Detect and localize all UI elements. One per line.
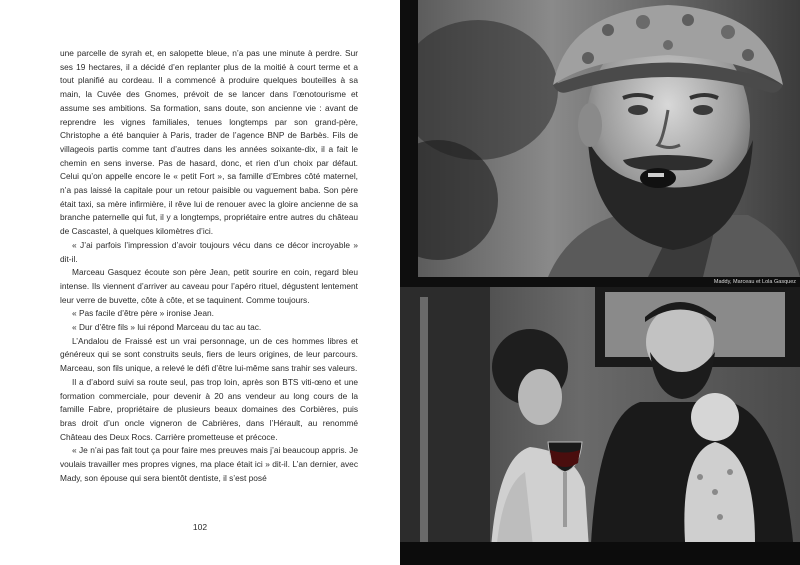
photo-caption: Maddy, Marceau et Lola Gasquez (713, 279, 796, 285)
paragraph: « Pas facile d’être père » ironise Jean. (72, 308, 214, 319)
paragraph: Il a d’abord suivi sa route seul, pas trop loin, après son BTS viti-œno et une formation commerciale, pour devenir à 20 ans vendeur au long cours de la famille Fabre, propriétaire de plusieurs beaux domaines des Corbières, puis bras droit d’un oncle vigneron de Cabrières, dans l’Hérault, au renommé Château des Deux Rocs. Carrière prometteuse et précoce. (60, 376, 358, 442)
paragraph: Marceau Gasquez écoute son père Jean, petit sourire en coin, regard bleu intense. Ils viennent d’arriver au caveau pour l’apéro rituel, dégustent lentement leur verre de buvette, côte à côte, et se taquinent. Comme toujours. (60, 267, 358, 305)
portrait-photo (418, 0, 800, 277)
body-text (60, 47, 358, 486)
paragraph: « Je n’ai pas fait tout ça pour faire mes preuves mais j’ai beaucoup appris. Je voulais travailler mes propres vignes, ma place était ici » dit-il. L’an dernier, avec Mady, son épouse qui sera bientôt dentiste, il s’est posé (60, 445, 358, 483)
paragraph: L’Andalou de Fraissé est un vrai personnage, un de ces hommes libres et généreux qui se sont construits seuls, fiers de leurs origines, de leur parcours. Marceau, son fils unique, a relevé le défi d’être lui-même sans trahir ses valeurs. (60, 335, 358, 374)
family-photo (400, 287, 800, 565)
paragraph: une parcelle de syrah et, en salopette bleue, n’a pas une minute à perdre. Sur ses 19 hectares, il a décidé d’en replanter plus de la moitié à court terme et a tout planifié au cordeau. Il a commencé à produire quelques bouteilles à sa main, la Cuvée des Gnomes, prévoit de se lancer dans l’œnotourisme et assume ses ambitions. Sa formation, sans doute, son ancienne vie : avant de reprendre les vignes familiales, tenues longtemps par son grand-père, Christophe a été banquier à Paris, trader de l’agence BNP de Barbès. Fils de villageois partis comme tant d’autres dans les années soixante-dix, il a fait le chemin en sens inverse. Pas de hasard, donc, et rien d’un choix par défaut. Celui qu’on appelle encore le « petit Fort », sa famille d’Embres côté maternel, n’a pas laissé la capitale pour un retour paisible ou vaguement baba. Son père était taxi, sa mère infirmière, il rêve lui de renouer avec la gloire ancienne de sa branche paternelle qui fut, il y a longtemps, propriétaire entre autres du château de Cascastel, à quelques kilomètres d’ici. (60, 48, 358, 237)
bearded-man-portrait-image (418, 0, 800, 277)
family-at-table-image (400, 287, 800, 565)
paragraph: « Dur d’être fils » lui répond Marceau du tac au tac. (72, 322, 262, 333)
page-number: 102 (192, 522, 208, 532)
paragraph: « J’ai parfois l’impression d’avoir toujours vécu dans ce décor incroyable » dit-il. (60, 239, 358, 264)
right-page (400, 0, 800, 565)
